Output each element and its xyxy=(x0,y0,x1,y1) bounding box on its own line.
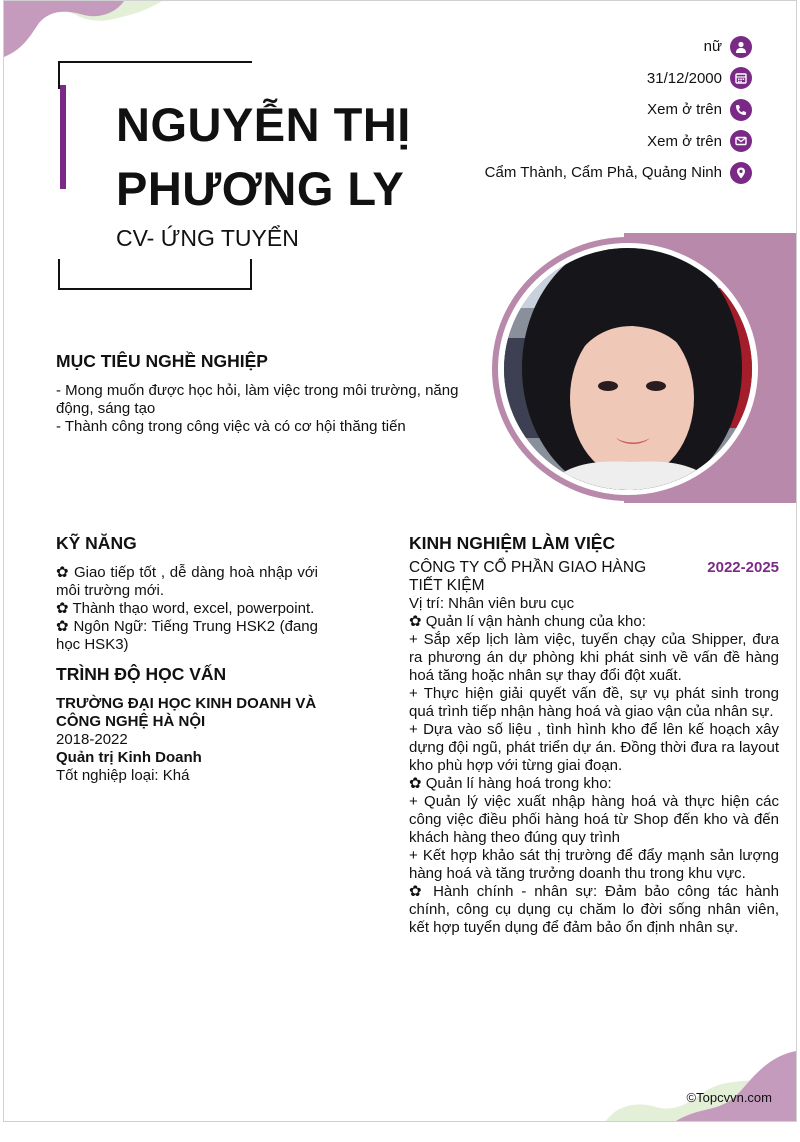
objective-line: - Thành công trong công việc và có cơ hội thăng tiến xyxy=(56,418,406,435)
contact-birthday xyxy=(392,63,752,95)
skill-item: ✿ Ngôn Ngữ: Tiếng Trung HSK2 (đang học HSK3) xyxy=(56,618,318,653)
address-text: Cẩm Thành, Cẩm Phả, Quảng Ninh xyxy=(484,164,722,182)
birthday-text: 31/12/2000 xyxy=(646,69,722,87)
left-column xyxy=(56,533,318,785)
profile-photo xyxy=(504,248,752,490)
contact-info xyxy=(392,31,752,189)
experience-years: 2022-2025 xyxy=(707,559,779,576)
contact-phone xyxy=(392,94,752,126)
contact-gender xyxy=(392,31,752,63)
career-objective-section xyxy=(56,351,476,436)
experience-detail: + Kết hợp khảo sát thị trường để đẩy mạnh sản lượng hàng hoá và tăng trưởng doanh thu trong khu vực. xyxy=(409,847,779,882)
objective-title: MỤC TIÊU NGHỀ NGHIỆP xyxy=(56,351,268,371)
education-title: TRÌNH ĐỘ HỌC VẤN xyxy=(56,664,227,684)
contact-email xyxy=(392,126,752,158)
school-name: TRƯỜNG ĐẠI HỌC KINH DOANH VÀ CÔNG NGHỆ HÀ NỘI xyxy=(56,695,317,730)
experience-detail: + Dựa vào số liệu , tình hình kho để lên kế hoạch xây dựng đội ngũ, phát triển dự án. Đồng thời đưa ra layout kho phù hợp với từng giai đoạn. xyxy=(409,721,779,774)
education-major: Quản trị Kinh Doanh xyxy=(56,749,202,766)
name-frame-line xyxy=(58,61,252,63)
skills-title: KỸ NĂNG xyxy=(56,533,137,553)
experience-detail: ✿ Quản lí hàng hoá trong kho: xyxy=(409,775,612,792)
right-column xyxy=(409,533,779,937)
experience-detail: ✿ Hành chính - nhân sự: Đảm bảo công tác hành chính, công cụ dụng cụ chăm lo đời sống nhân viên, kết hợp tuyển dụng để đảm bảo ổn định nhân sự. xyxy=(409,883,779,936)
candidate-name: NGUYỄN THỊ PHƯƠNG LY xyxy=(116,98,411,215)
email-text[interactable]: Xem ở trên xyxy=(647,132,722,150)
copyright-footer: ©Topcvvn.com xyxy=(686,1090,772,1105)
decorative-blob-top-left xyxy=(4,1,164,61)
skill-item: ✿ Thành thạo word, excel, powerpoint. xyxy=(56,600,315,617)
person-icon xyxy=(730,36,752,58)
name-frame-line xyxy=(58,288,252,290)
experience-detail: ✿ Quản lí vận hành chung của kho: xyxy=(409,613,646,630)
job-position: Vị trí: Nhân viên bưu cục xyxy=(409,595,575,612)
experience-detail: + Sắp xếp lịch làm việc, tuyến chạy của Shipper, đưa ra phương án dự phòng khi phát sinh về vấn đề hàng hoá tăng hoặc nhân sự thay đổi đột xuất. xyxy=(409,631,779,684)
phone-icon xyxy=(730,99,752,121)
education-grade: Tốt nghiệp loại: Khá xyxy=(56,767,190,784)
location-icon xyxy=(730,162,752,184)
mail-icon xyxy=(730,130,752,152)
cv-subtitle: CV- ỨNG TUYỂN xyxy=(116,225,299,251)
name-accent-bar xyxy=(60,85,66,189)
calendar-icon xyxy=(730,67,752,89)
objective-line: - Mong muốn được học hỏi, làm việc trong môi trường, năng động, sáng tạo xyxy=(56,382,459,417)
phone-text[interactable]: Xem ở trên xyxy=(647,101,722,119)
experience-detail: + Quản lý việc xuất nhập hàng hoá và thực hiện các công việc điều phối hàng hoá từ Shop đến kho và đến khách hàng theo đúng quy trình xyxy=(409,793,779,846)
name-frame-line xyxy=(58,259,60,290)
company-name: CÔNG TY CỔ PHẦN GIAO HÀNG TIẾT KIỆM xyxy=(409,559,647,594)
skill-item: ✿ Giao tiếp tốt , dễ dàng hoà nhập với môi trường mới. xyxy=(56,564,318,599)
experience-title: KINH NGHIỆM LÀM VIỆC xyxy=(409,533,616,553)
education-years: 2018-2022 xyxy=(56,731,128,748)
name-frame-line xyxy=(250,259,252,290)
cv-page xyxy=(3,0,797,1122)
company-row xyxy=(409,559,779,595)
gender-text: nữ xyxy=(703,38,722,56)
experience-detail: + Thực hiện giải quyết vấn đề, sự vụ phát sinh trong quá trình tiếp nhận hàng hoá và giao vận của nhân sự. xyxy=(409,685,779,720)
decorative-blob-bottom-right xyxy=(606,1051,796,1121)
contact-address xyxy=(392,157,752,189)
